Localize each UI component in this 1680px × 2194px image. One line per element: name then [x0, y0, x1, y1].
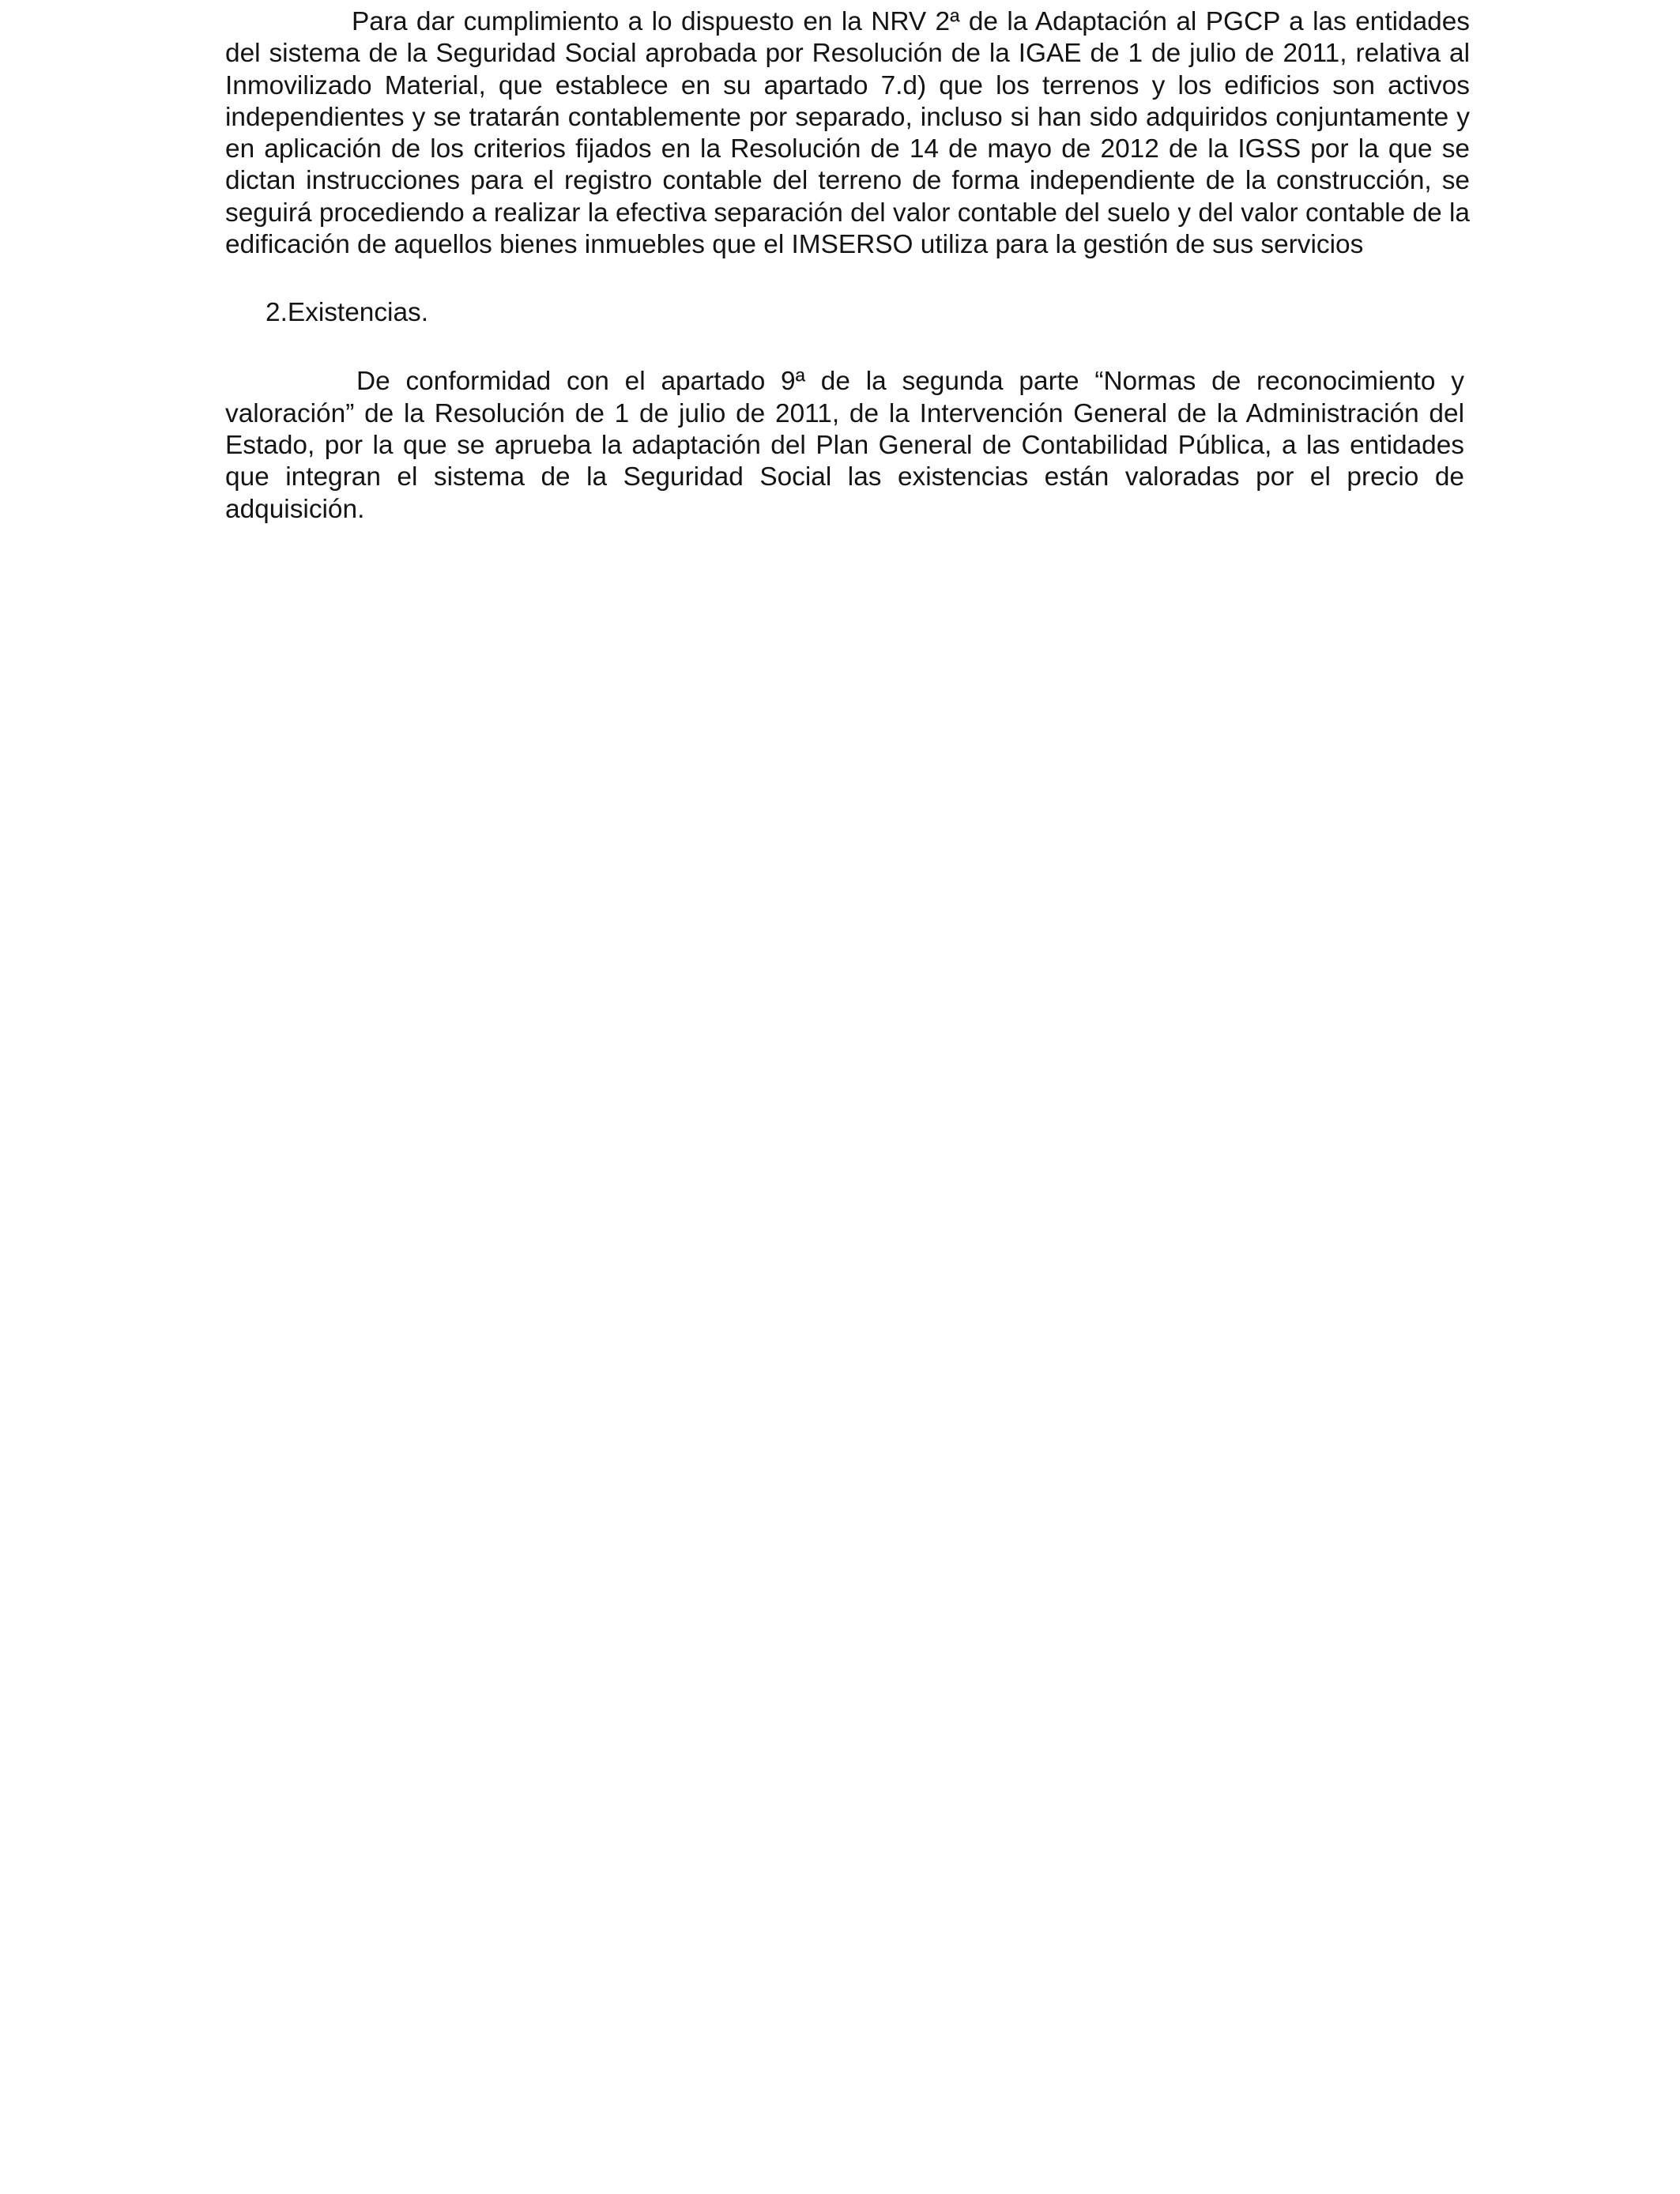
section-heading-existencias: 2.Existencias. — [266, 298, 429, 328]
document-body — [225, 6, 1470, 526]
paragraph-inmovilizado: Para dar cumplimiento a lo dispuesto en la NRV 2ª de la Adaptación al PGCP a las entidades del sistema de la Seguridad Social aprobada por Resolución de la IGAE de 1 de julio de 2011, relativa al Inmovilizado Material, que establece en su apartado 7.d) que los terrenos y los edificios son activos independientes y se tratarán contablemente por separado, incluso si han sido adquiridos conjuntamente y en aplicación de los criterios fijados en la Resolución de 14 de mayo de 2012 de la IGSS por la que se dictan instrucciones para el registro contable del terreno de forma independiente de la construcción, se seguirá procediendo a realizar la efectiva separación del valor contable del suelo y del valor contable de la edificación de aquellos bienes inmuebles que el IMSERSO utiliza para la gestión de sus servicios — [225, 7, 1470, 260]
paragraph-existencias: De conformidad con el apartado 9ª de la segunda parte “Normas de reconocimiento y valoración” de la Resolución de 1 de julio de 2011, de la Intervención General de la Administración del Estado, por la que se aprueba la adaptación del Plan General de Contabilidad Pública, a las entidades que integran el sistema de la Seguridad Social las existencias están valoradas por el precio de adquisición. — [225, 367, 1464, 524]
